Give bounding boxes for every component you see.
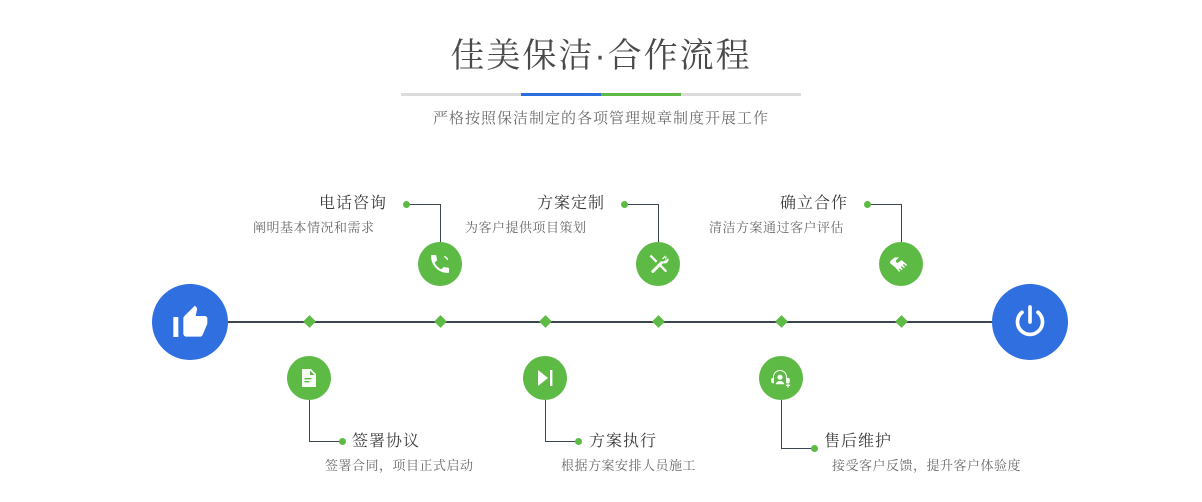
axis-marker-diamond <box>775 315 788 328</box>
step-title-sign-agreement: 签署协议 <box>352 433 421 450</box>
step-desc-plan-execution: 根据方案安排人员施工 <box>561 458 697 473</box>
underline-segment-blue <box>521 93 601 96</box>
connector-horizontal <box>309 441 342 442</box>
connector-vertical <box>781 400 782 448</box>
step-title-after-sales: 售后维护 <box>824 433 893 450</box>
connector-vertical <box>309 400 310 441</box>
header <box>0 34 1202 78</box>
axis-marker-diamond <box>434 315 447 328</box>
power-icon <box>992 284 1068 360</box>
play-forward-icon <box>523 356 567 400</box>
axis-marker-diamond <box>539 315 552 328</box>
underline-segment-green <box>601 93 681 96</box>
step-desc-phone-consult: 阐明基本情况和需求 <box>253 220 375 235</box>
connector-horizontal <box>869 204 902 205</box>
axis-marker-diamond <box>895 315 908 328</box>
connector-vertical <box>658 204 659 242</box>
title-underline <box>401 93 801 96</box>
step-title-phone-consult: 电话咨询 <box>319 195 388 212</box>
axis-marker-diamond <box>303 315 316 328</box>
connector-endpoint-dot <box>811 445 818 452</box>
step-title-plan-execution: 方案执行 <box>589 433 658 450</box>
connector-endpoint-dot <box>621 201 628 208</box>
connector-horizontal <box>781 448 814 449</box>
handshake-icon <box>879 242 923 286</box>
step-desc-sign-agreement: 签署合同，项目正式启动 <box>325 458 474 473</box>
step-title-establish-cooperation: 确立合作 <box>780 195 849 212</box>
connector-vertical <box>440 204 441 242</box>
document-edit-icon <box>287 356 331 400</box>
step-desc-plan-customization: 为客户提供项目策划 <box>465 220 587 235</box>
step-desc-after-sales: 接受客户反馈，提升客户体验度 <box>832 458 1022 473</box>
thumbs-up-icon <box>152 284 228 360</box>
connector-endpoint-dot <box>403 201 410 208</box>
connector-endpoint-dot <box>575 438 582 445</box>
step-title-plan-customization: 方案定制 <box>537 195 606 212</box>
page-title: 佳美保洁·合作流程 <box>450 37 752 75</box>
connector-horizontal <box>626 204 659 205</box>
tools-icon <box>636 242 680 286</box>
connector-endpoint-dot <box>339 438 346 445</box>
phone-call-icon <box>418 242 462 286</box>
connector-horizontal <box>408 204 441 205</box>
connector-endpoint-dot <box>864 201 871 208</box>
step-desc-establish-cooperation: 清洁方案通过客户评估 <box>709 220 845 235</box>
page-subtitle: 严格按照保洁制定的各项管理规章制度开展工作 <box>432 110 769 127</box>
connector-horizontal <box>545 441 578 442</box>
connector-vertical <box>901 204 902 242</box>
support-agent-icon <box>759 356 803 400</box>
axis-marker-diamond <box>652 315 665 328</box>
connector-vertical <box>545 400 546 441</box>
